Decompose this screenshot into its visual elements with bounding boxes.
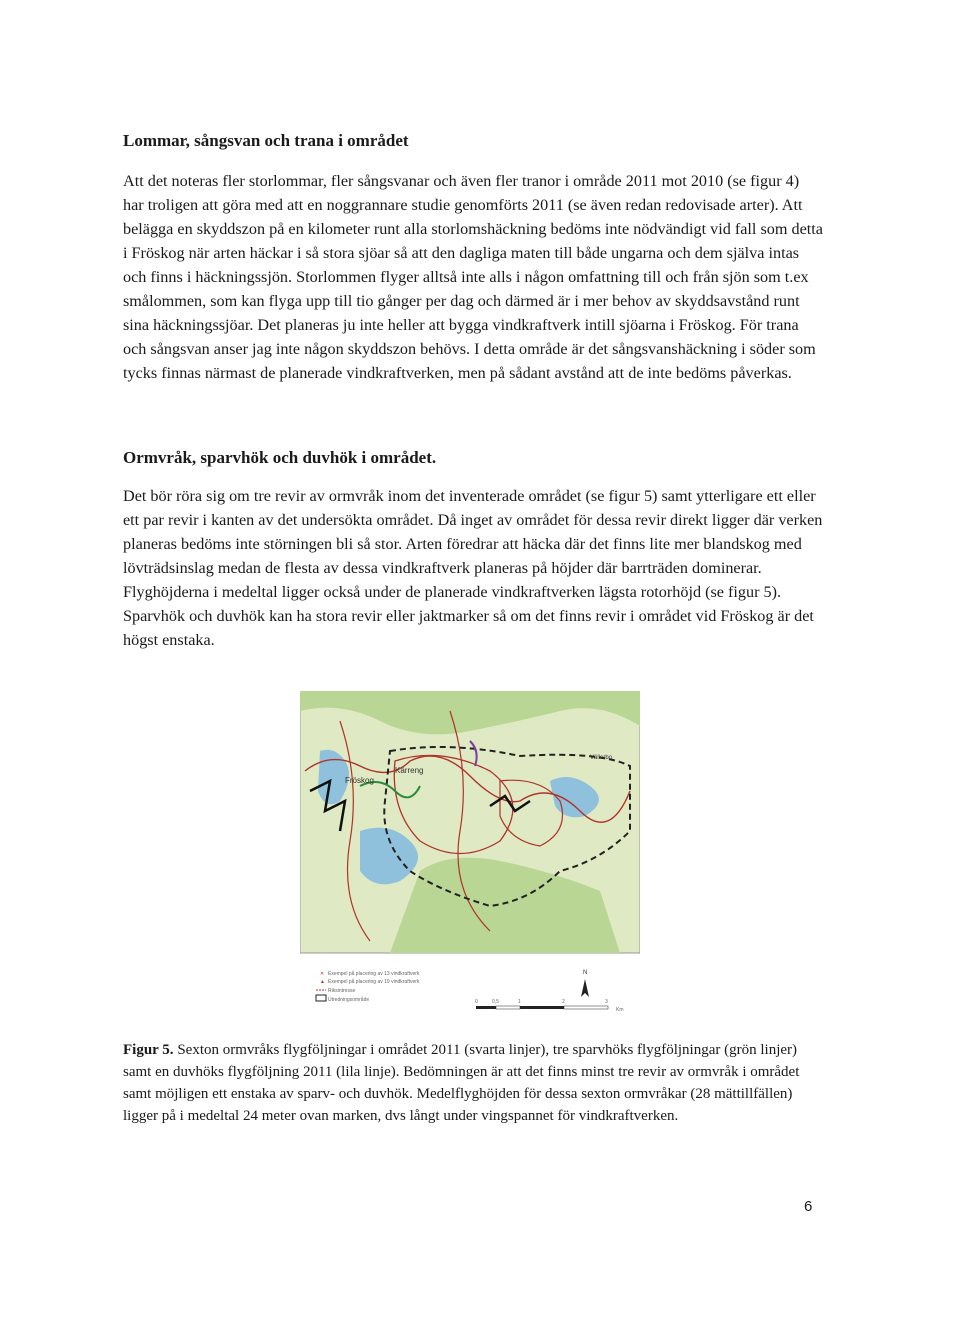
section-heading-loons: Lommar, sångsvan och trana i området xyxy=(123,131,409,150)
map-place-label: Fröskog xyxy=(345,776,374,785)
map-legend xyxy=(316,970,420,1003)
map-image xyxy=(300,691,640,1016)
svg-text:3: 3 xyxy=(605,999,608,1005)
section-heading-raptors: Ormvråk, sparvhök och duvhök i området. xyxy=(123,448,437,467)
map-place-label: Vällerbo xyxy=(590,755,613,761)
figure-caption xyxy=(123,1039,813,1127)
legend-item: Riksintresse xyxy=(328,988,356,994)
svg-text:0: 0 xyxy=(475,999,478,1005)
svg-text:0,5: 0,5 xyxy=(492,999,499,1005)
svg-text:✕: ✕ xyxy=(320,971,325,977)
svg-text:▲: ▲ xyxy=(320,979,325,985)
legend-item: Exempel på placering av 13 vindkraftverk xyxy=(328,971,420,977)
map-place-label: Kärreng xyxy=(395,766,424,775)
caption-label: Figur 5. xyxy=(123,1042,174,1058)
paragraph-raptors: Det bör röra sig om tre revir av ormvråk inom det inventerade området (se figur 5) samt ytterligare ett eller ett par revir i kanten av det undersökta området. Då inget av området för dessa revir direkt ligger där verken planeras bedöms inte störningen bli så stor. Arten föredrar att häcka där det finns lite mer blandskog med lövträdsinslag medan de flesta av dessa vindkraftverk planeras på höjder där barrträden dominerar. Flyghöjderna i medeltal ligger också under de planerade vindkraftverken lägsta rotorhöjd (se figur 5). Sparvhök och duvhök kan ha stora revir eller jaktmarker så om det finns revir i området vid Fröskog är det högst enstaka. xyxy=(123,487,823,649)
north-arrow xyxy=(581,970,589,997)
paragraph-loons: Att det noteras fler storlommar, fler sångsvanar och även fler tranor i område 2011 mot 2010 (se figur 4) har troligen att göra med att en noggrannare studie genomförts 2011 (se även redan redovisade arter). Att belägga en skyddszon på en kilometer runt alla storlomshäckning bedöms inte nödvändigt vid fall som detta i Fröskog när arten häckar i så stora sjöar så att den dagliga maten till både ungarna och dem själva intas och finns i häckningssjön. Storlommen flyger alltså inte alls i någon omfattning till och från sjön som t.ex smålommen, som kan flyga upp till tio gånger per dag och därmed är i mer behov av skyddsavstånd runt sina häckningssjöar. Det planeras ju inte heller att bygga vindkraftverk intill sjöarna i Fröskog. För trana och sångsvan anser jag inte någon skyddszon behövs. I detta område är det sångsvanshäckning i söder som tycks finnas närmast de planerade vindkraftverken, men på sådant avstånd att de inte bedöms påverkas. xyxy=(123,172,823,382)
svg-text:Km: Km xyxy=(616,1007,624,1013)
scale-bar xyxy=(475,999,624,1013)
svg-text:2: 2 xyxy=(562,999,565,1005)
page-number: 6 xyxy=(804,1198,813,1215)
svg-text:N: N xyxy=(583,970,588,976)
caption-text: Sexton ormvråks flygföljningar i området 2011 (svarta linjer), tre sparvhöks flygföljningar (grön linjer) samt en duvhöks flygföljning 2011 (lila linje). Bedömningen är att det finns minst tre revir av ormvråk i området samt möjligen ett enstaka av sparv- och duvhök. Medelflyghöjden för dessa sexton ormvråkar (28 mättillfällen) ligger på i medeltal 24 meter ovan marken, dvs långt under vingspannet för vindkraftverken. xyxy=(123,1042,800,1124)
map-figure xyxy=(300,691,640,1016)
legend-item: Exempel på placering av 19 vindkraftverk xyxy=(328,979,420,985)
svg-text:1: 1 xyxy=(518,999,521,1005)
legend-item: Utredningsområde xyxy=(328,997,370,1003)
